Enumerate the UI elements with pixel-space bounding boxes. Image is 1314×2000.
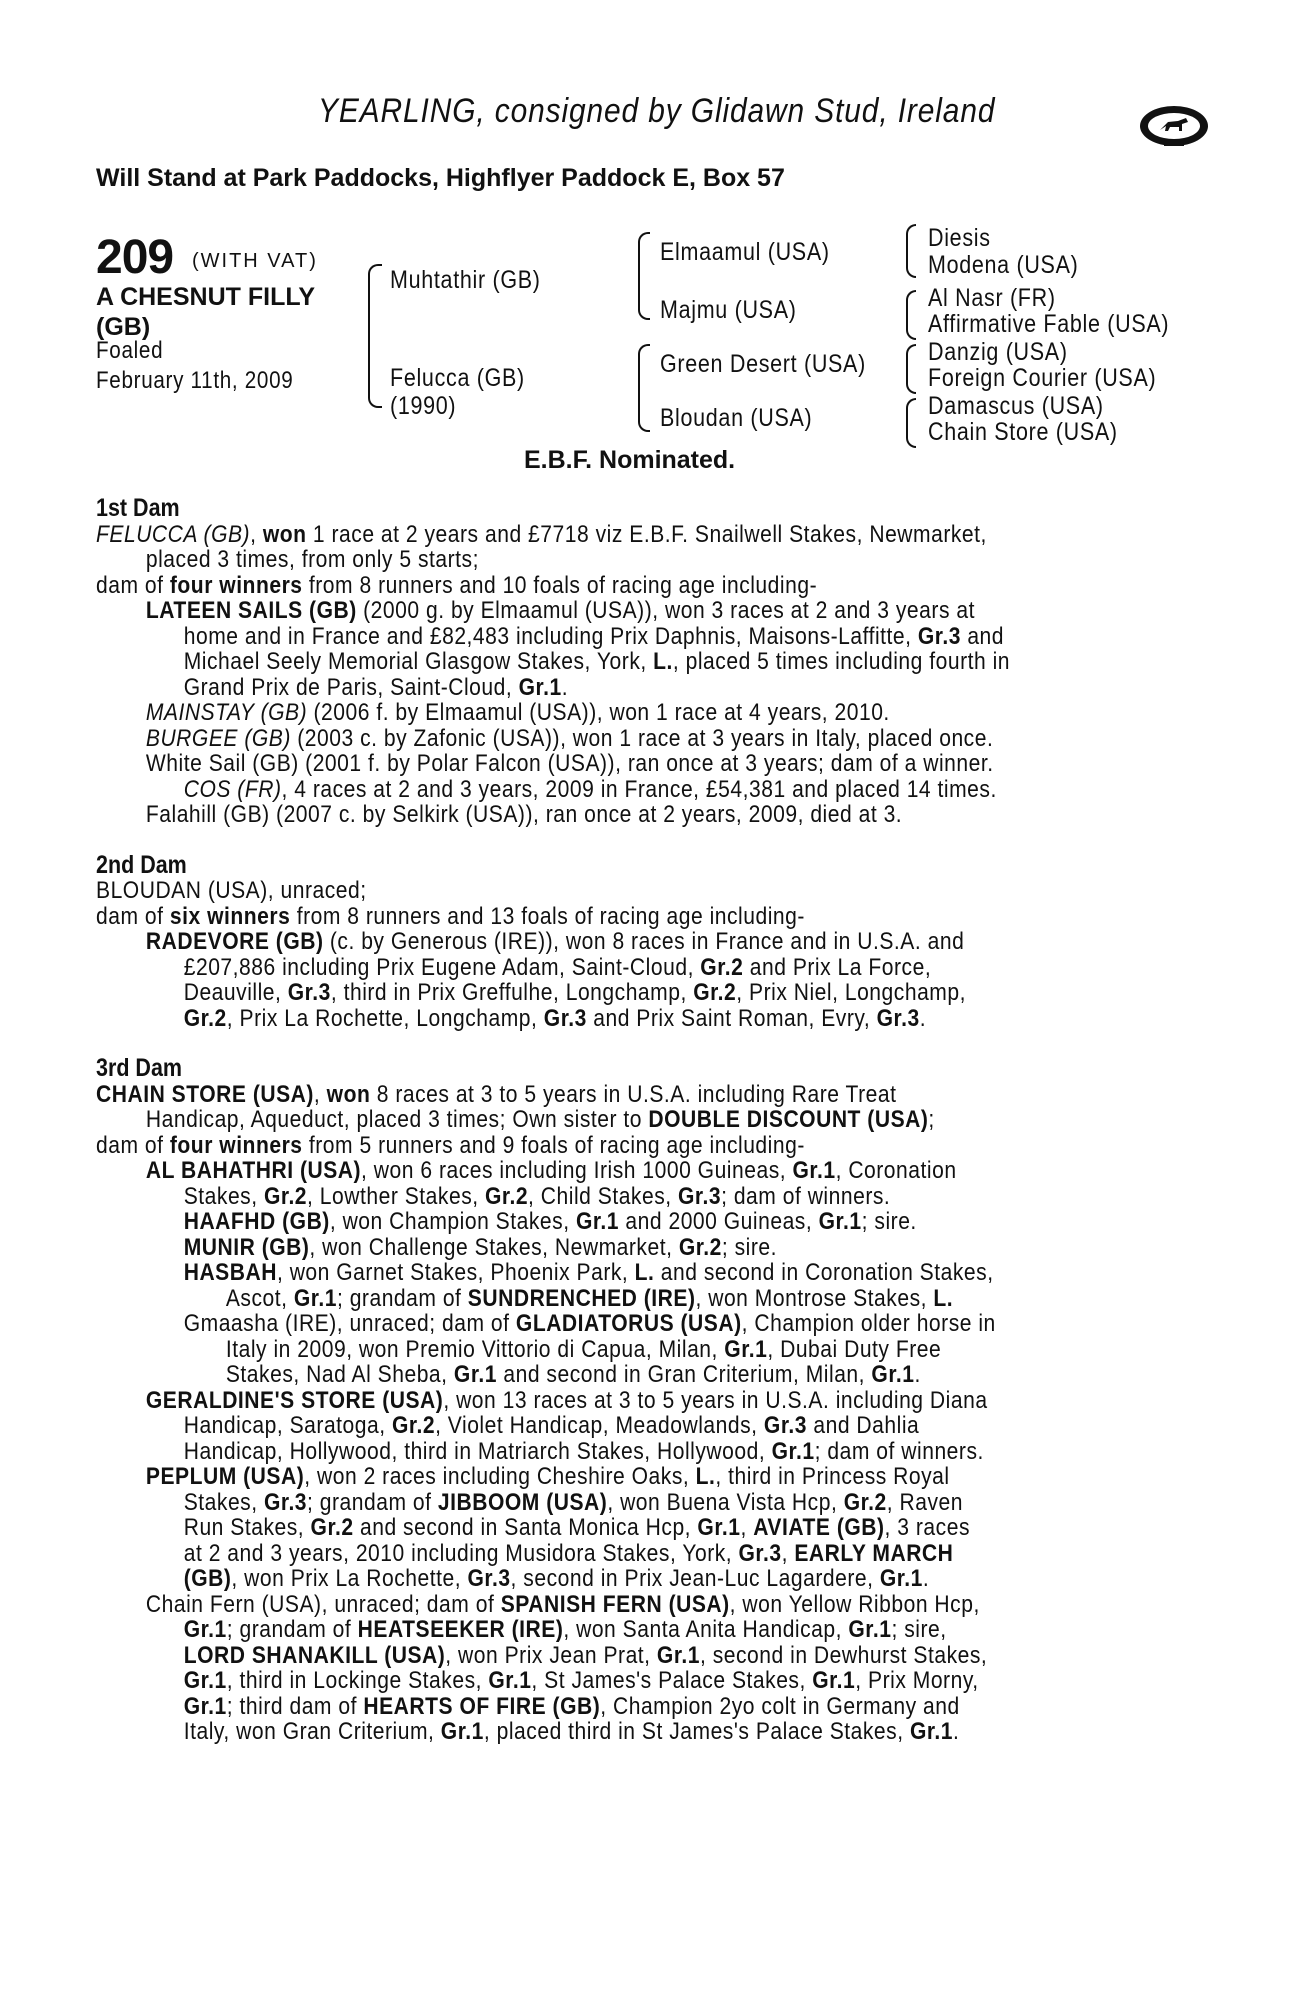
text-line: BURGEE (GB) (2003 c. by Zafonic (USA)), won 1 race at 3 years in Italy, placed once. — [145, 724, 994, 752]
text-line: Stakes, Nad Al Sheba, Gr.1 and second in Gran Criterium, Milan, Gr.1. — [225, 1361, 921, 1388]
text-line: Italy, won Gran Criterium, Gr.1, placed third in St James's Palace Stakes, Gr.1. — [183, 1718, 960, 1745]
foaled-label: Foaled — [96, 337, 164, 364]
page-title: YEARLING, consigned by Glidawn Stud, Ireland — [318, 92, 996, 130]
text-line: Gr.1; grandam of HEATSEEKER (IRE), won Santa Anita Handicap, Gr.1; sire, — [183, 1616, 947, 1643]
yearling-bonus-logo — [1138, 100, 1210, 152]
pedigree-bracket-main — [368, 264, 382, 408]
text-line: (GB), won Prix La Rochette, Gr.3, second in Prix Jean-Luc Lagardere, Gr.1. — [183, 1565, 930, 1592]
text-line: COS (FR), 4 races at 2 and 3 years, 2009 in France, £54,381 and placed 14 times. — [183, 775, 997, 803]
text-line: CHAIN STORE (USA), won 8 races at 3 to 5 years in U.S.A. including Rare Treat — [96, 1080, 897, 1108]
horse-name: A CHESNUT FILLY — [96, 283, 315, 311]
text-line: PEPLUM (USA), won 2 races including Cheshire Oaks, L., third in Princess Royal — [145, 1463, 950, 1490]
text-line: dam of four winners from 8 runners and 10 foals of racing age including- — [96, 571, 818, 599]
text-line: AL BAHATHRI (USA), won 6 races including Irish 1000 Guineas, Gr.1, Coronation — [145, 1157, 957, 1184]
first-dam-title: 1st Dam — [96, 494, 180, 522]
text-line: Handicap, Hollywood, third in Matriarch Stakes, Hollywood, Gr.1; dam of winners. — [183, 1437, 984, 1465]
text-line: Handicap, Aqueduct, placed 3 times; Own sister to DOUBLE DISCOUNT (USA); — [145, 1106, 935, 1133]
horse-origin: (GB) — [96, 313, 151, 341]
pedigree-bracket-sire — [638, 232, 650, 320]
produce-record — [96, 496, 1291, 1745]
pedigree-bracket-ss — [906, 224, 916, 278]
text-line: Gr.1, third in Lockinge Stakes, Gr.1, St James's Palace Stakes, Gr.1, Prix Morny, — [183, 1667, 979, 1694]
text-line: Gr.1; third dam of HEARTS OF FIRE (GB), Champion 2yo colt in Germany and — [183, 1692, 960, 1720]
third-dam-title: 3rd Dam — [96, 1054, 183, 1082]
pedigree-bracket-ds — [906, 344, 916, 394]
text-line: MAINSTAY (GB) (2006 f. by Elmaamul (USA)), won 1 race at 4 years, 2010. — [145, 699, 890, 726]
text-line: GERALDINE'S STORE (USA), won 13 races at 3 to 5 years in U.S.A. including Diana — [145, 1386, 988, 1414]
horse-description — [96, 282, 315, 342]
sire: Muhtathir (GB) — [390, 266, 541, 294]
sire-dam: Majmu (USA) — [660, 296, 797, 324]
text-line: Falahill (GB) (2007 c. by Selkirk (USA)), ran once at 2 years, 2009, died at 3. — [145, 801, 903, 828]
sire-dam-sire: Al Nasr (FR) — [928, 284, 1056, 312]
text-line: LATEEN SAILS (GB) (2000 g. by Elmaamul (USA)), won 3 races at 2 and 3 years at — [145, 597, 975, 624]
dam-year: (1990) — [390, 392, 457, 420]
text-line: Deauville, Gr.3, third in Prix Greffulhe, Longchamp, Gr.2, Prix Niel, Longchamp, — [183, 979, 966, 1006]
text-line: HAAFHD (GB), won Champion Stakes, Gr.1 and 2000 Guineas, Gr.1; sire. — [183, 1208, 917, 1235]
text-line: HASBAH, won Garnet Stakes, Phoenix Park, L. and second in Coronation Stakes, — [183, 1259, 994, 1286]
text-line: Italy in 2009, won Premio Vittorio di Capua, Milan, Gr.1, Dubai Duty Free — [225, 1335, 942, 1363]
text-line: at 2 and 3 years, 2010 including Musidora Stakes, York, Gr.3, EARLY MARCH — [183, 1539, 954, 1567]
dam-sire-sire: Danzig (USA) — [928, 338, 1068, 366]
text-line: White Sail (GB) (2001 f. by Polar Falcon (USA)), ran once at 3 years; dam of a winner. — [145, 750, 994, 777]
text-line: dam of four winners from 5 runners and 9 foals of racing age including- — [96, 1131, 805, 1159]
sire-dam-dam: Affirmative Fable (USA) — [928, 310, 1170, 338]
text-line: Grand Prix de Paris, Saint-Cloud, Gr.1. — [183, 673, 569, 701]
dam-dam: Bloudan (USA) — [660, 404, 813, 432]
text-line: RADEVORE (GB) (c. by Generous (IRE)), won 8 races in France and in U.S.A. and — [145, 928, 965, 955]
pedigree-bracket-dd — [906, 398, 916, 448]
text-line: FELUCCA (GB), won 1 race at 2 years and £7718 viz E.B.F. Snailwell Stakes, Newmarket, — [96, 520, 987, 548]
second-dam-title: 2nd Dam — [96, 850, 187, 879]
dam-sire-dam: Foreign Courier (USA) — [928, 364, 1157, 392]
text-line: Chain Fern (USA), unraced; dam of SPANISH FERN (USA), won Yellow Ribbon Hcp, — [145, 1590, 980, 1618]
sire-sire-dam: Modena (USA) — [928, 251, 1079, 279]
lot-number: 209 — [96, 231, 174, 284]
text-line: Gmaasha (IRE), unraced; dam of GLADIATORUS (USA), Champion older horse in — [183, 1310, 996, 1337]
dam: Felucca (GB) — [390, 364, 525, 392]
text-line: Stakes, Gr.2, Lowther Stakes, Gr.2, Child Stakes, Gr.3; dam of winners. — [183, 1182, 891, 1210]
dam-sire: Green Desert (USA) — [660, 350, 866, 378]
text-line: placed 3 times, from only 5 starts; — [145, 546, 479, 573]
text-line: Handicap, Saratoga, Gr.2, Violet Handicap, Meadowlands, Gr.3 and Dahlia — [183, 1412, 920, 1439]
text-line: Gr.2, Prix La Rochette, Longchamp, Gr.3 and Prix Saint Roman, Evry, Gr.3. — [183, 1004, 927, 1032]
foaled-date: February 11th, 2009 — [96, 367, 294, 394]
text-line: Ascot, Gr.1; grandam of SUNDRENCHED (IRE), won Montrose Stakes, L. — [225, 1284, 954, 1312]
dam-dam-sire: Damascus (USA) — [928, 392, 1104, 420]
text-line: Stakes, Gr.3; grandam of JIBBOOM (USA), won Buena Vista Hcp, Gr.2, Raven — [183, 1488, 963, 1516]
sire-sire-sire: Diesis — [928, 224, 991, 252]
text-line: £207,886 including Prix Eugene Adam, Saint-Cloud, Gr.2 and Prix La Force, — [183, 953, 932, 981]
text-line: MUNIR (GB), won Challenge Stakes, Newmarket, Gr.2; sire. — [183, 1233, 778, 1261]
foaled-info — [96, 336, 293, 396]
ebf-nominated: E.B.F. Nominated. — [524, 446, 736, 474]
text-line: dam of six winners from 8 runners and 13 foals of racing age including- — [96, 902, 805, 930]
dam-dam-dam: Chain Store (USA) — [928, 418, 1118, 446]
text-line: LORD SHANAKILL (USA), won Prix Jean Prat, Gr.1, second in Dewhurst Stakes, — [183, 1641, 988, 1669]
pedigree-bracket-sd — [906, 290, 916, 340]
vat-note: (WITH VAT) — [192, 250, 318, 272]
pedigree-bracket-dam — [638, 344, 650, 432]
stand-location: Will Stand at Park Paddocks, Highflyer Paddock E, Box 57 — [96, 164, 785, 192]
text-line: Run Stakes, Gr.2 and second in Santa Monica Hcp, Gr.1, AVIATE (GB), 3 races — [183, 1514, 971, 1541]
text-line: home and in France and £82,483 including Prix Daphnis, Maisons-Laffitte, Gr.3 and — [183, 622, 1005, 650]
sire-sire: Elmaamul (USA) — [660, 238, 830, 266]
text-line: BLOUDAN (USA), unraced; — [96, 877, 367, 904]
text-line: Michael Seely Memorial Glasgow Stakes, York, L., placed 5 times including fourth in — [183, 648, 1011, 675]
